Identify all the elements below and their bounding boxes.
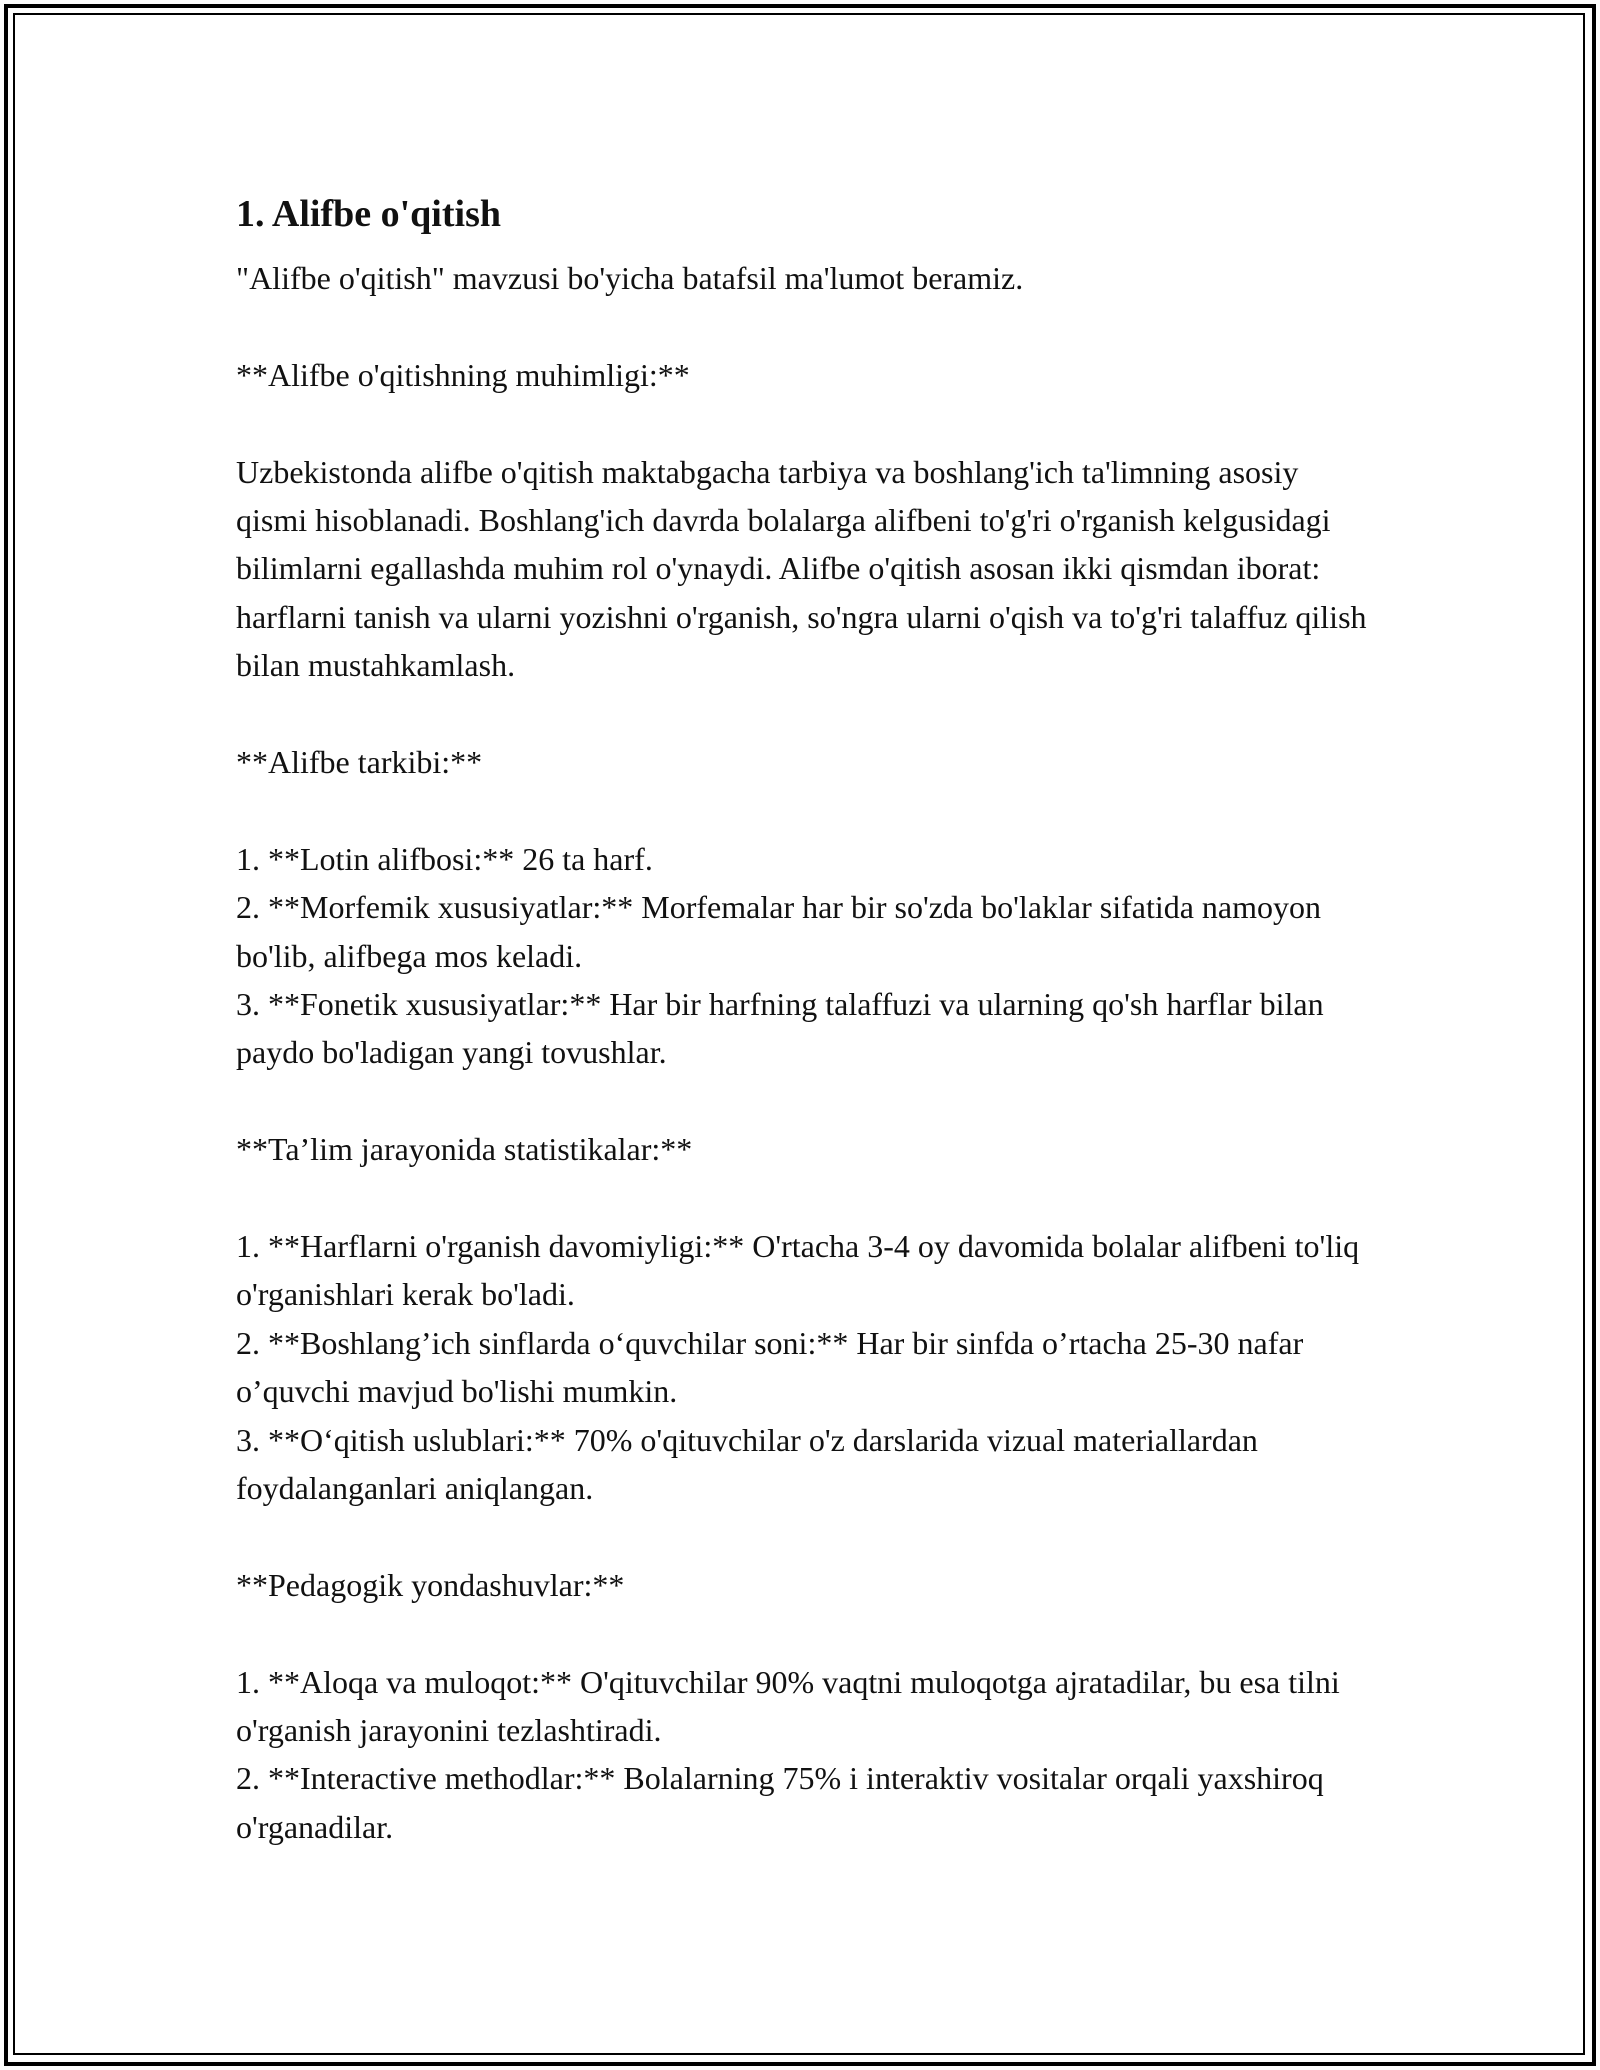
spacer <box>236 399 1368 447</box>
section-body-importance: Uzbekistonda alifbe o'qitish maktabgacha tarbiya va boshlang'ich ta'limning asosiy qismi hisoblanadi. Boshlang'ich davrda bolalarga alifbeni to'g'ri o'rganish kelgusidagi bilimlarni egallashda muhim rol o'ynaydi. Alifbe o'qitish asosan ikki qismdan iborat: harflarni tanish va ularni yozishni o'rganish, so'ngra ularni o'qish va to'g'ri talaffuz qilish bilan mustahkamlash. <box>236 453 1367 684</box>
section-heading-statistics: **Ta’lim jarayonida statistikalar:** <box>236 1131 693 1168</box>
list-item: 2. **Boshlang’ich sinflarda o‘quvchilar soni:** Har bir sinfda o’rtacha 25-30 nafar o’quvchi mavjud bo'lishi mumkin. <box>236 1324 1304 1410</box>
spacer <box>236 1174 1368 1222</box>
list-item: 2. **Interactive methodlar:** Bolalarning 75% i interaktiv vositalar orqali yaxshiroq o'rganadilar. <box>236 1760 1324 1845</box>
section-heading-composition: **Alifbe tarkibi:** <box>236 744 483 781</box>
document-title: 1. Alifbe o'qitish <box>236 193 501 235</box>
spacer <box>236 786 1368 834</box>
spacer <box>236 690 1368 738</box>
list-item: 3. **Fonetik xususiyatlar:** Har bir harfning talaffuzi va ularning qo'sh harflar bilan paydo bo'ladigan yangi tovushlar. <box>236 986 1324 1071</box>
intro-paragraph: "Alifbe o'qitish" mavzusi bo'yicha batafsil ma'lumot beramiz. <box>236 260 1024 296</box>
spacer <box>236 1077 1368 1125</box>
spacer <box>236 1512 1368 1560</box>
spacer <box>236 1609 1368 1657</box>
list-item: 1. **Aloqa va muloqot:** O'qituvchilar 90% vaqtni muloqotga ajratadilar, bu esa tilni o'rganish jarayonini tezlashtiradi. <box>236 1663 1340 1749</box>
document-body <box>236 188 1368 1851</box>
list-item: 1. **Harflarni o'rganish davomiyligi:** O'rtacha 3-4 oy davomida bolalar alifbeni to'liq o'rganishlari kerak bo'ladi. <box>236 1228 1360 1313</box>
spacer <box>236 302 1368 350</box>
list-item: 3. **O‘qitish uslublari:** 70% o'qituvchilar o'z darslarida vizual materiallardan foydalanganlari aniqlangan. <box>236 1421 1258 1507</box>
section-heading-pedagogy: **Pedagogik yondashuvlar:** <box>236 1566 625 1603</box>
list-item: 1. **Lotin alifbosi:** 26 ta harf. <box>236 840 653 877</box>
section-heading-importance: **Alifbe o'qitishning muhimligi:** <box>236 356 690 393</box>
list-item: 2. **Morfemik xususiyatlar:** Morfemalar har bir so'zda bo'laklar sifatida namoyon bo'lib, alifbega mos keladi. <box>236 889 1322 974</box>
